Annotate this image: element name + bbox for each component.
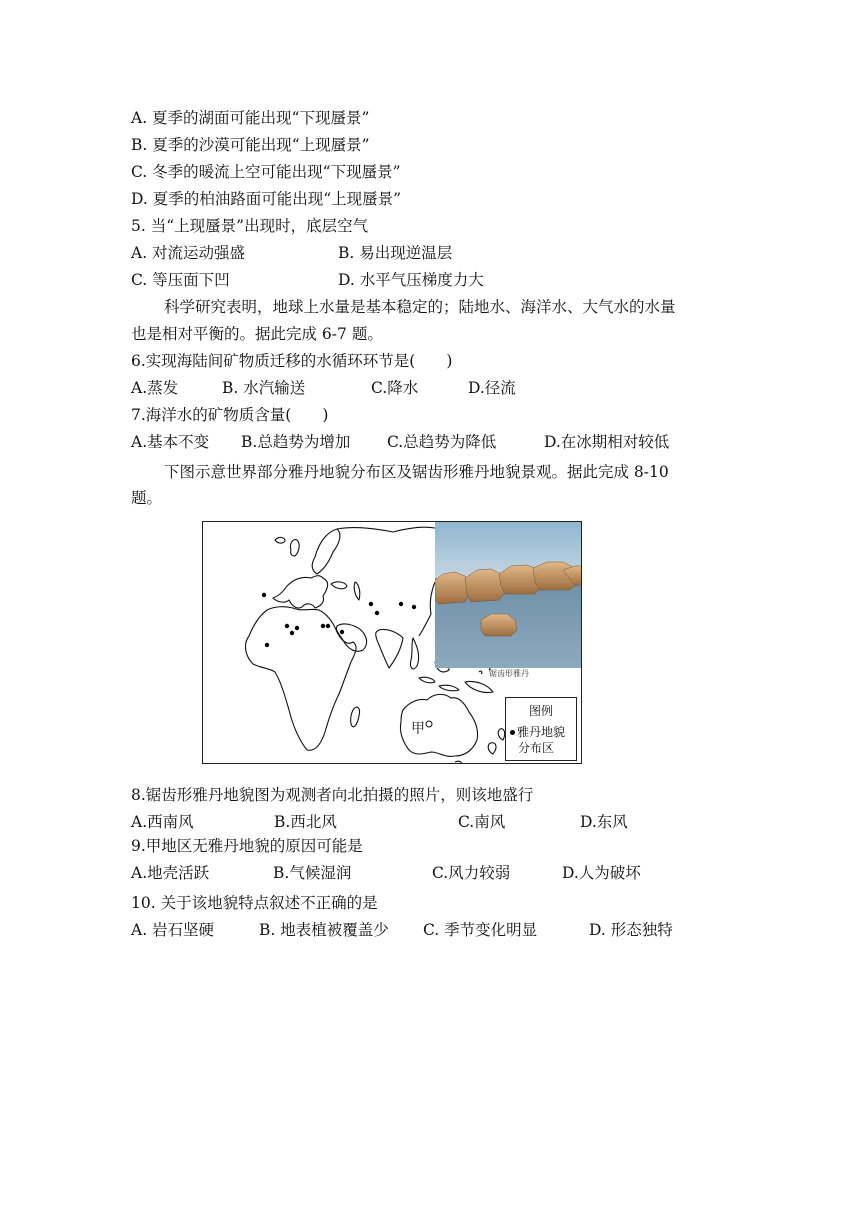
q9-option-a: A.地壳活跃 [131, 864, 210, 882]
q5-option-d: D. 水平气压梯度力大 [338, 271, 484, 289]
yardang-photo-illustration [435, 522, 582, 668]
passage1-line2: 也是相对平衡的。据此完成 6-7 题。 [131, 325, 383, 343]
map-se-asia [410, 638, 418, 669]
map-madagascar [351, 707, 360, 727]
q6-option-c: C.降水 [371, 379, 419, 397]
dot-central-asia-1 [369, 602, 373, 606]
legend-title: 图例 [528, 704, 553, 718]
yardang-photo [435, 522, 582, 668]
q7-stem: 7.海洋水的矿物质含量( ) [131, 406, 329, 424]
map-new-zealand-north [498, 729, 504, 740]
q8-option-b: B.西北风 [274, 813, 337, 831]
q10-option-c: C. 季节变化明显 [423, 921, 538, 939]
legend-item-line2: 分布区 [518, 741, 555, 755]
dot-central-asia-3 [399, 602, 403, 606]
q5-option-c: C. 等压面下凹 [131, 271, 230, 289]
photo-rock-6 [481, 614, 517, 636]
q10-option-d: D. 形态独特 [589, 921, 673, 939]
q7-option-c: C.总趋势为降低 [387, 433, 497, 451]
dot-egypt-1 [285, 624, 289, 628]
photo-rock-1 [435, 572, 469, 604]
dot-middle-east-2 [326, 624, 330, 628]
q8-option-d: D.东风 [580, 813, 628, 831]
map-north-eurasia-coast [337, 527, 435, 532]
passage1-line1: 科学研究表明，地球上水量是基本稳定的；陆地水、海洋水、大气水的水量 [164, 298, 676, 316]
q6-option-d: D.径流 [468, 379, 516, 397]
dot-central-asia-2 [375, 611, 379, 615]
jia-marker [426, 721, 432, 727]
map-scandinavia [312, 529, 340, 574]
yardang-figure [202, 521, 582, 764]
legend-item-line1: 雅丹地貌 [517, 725, 566, 739]
q9-stem: 9.甲地区无雅丹地貌的原因可能是 [131, 837, 363, 855]
dot-egypt-3 [295, 626, 299, 630]
q4-option-b: B. 夏季的沙漠可能出现“上现蜃景” [131, 136, 370, 154]
dot-china [412, 605, 416, 609]
q8-option-c: C.南风 [458, 813, 506, 831]
q7-option-d: D.在冰期相对较低 [544, 433, 670, 451]
dot-north-africa-1 [262, 593, 266, 597]
map-britain [290, 540, 299, 556]
q4-option-d: D. 夏季的柏油路面可能出现“上现蜃景” [131, 190, 402, 208]
map-arabia [336, 624, 366, 651]
dot-middle-east-1 [321, 624, 325, 628]
map-black-sea [331, 582, 347, 589]
passage2-line2: 题。 [131, 489, 163, 507]
dot-iran [340, 630, 344, 634]
map-legend [505, 697, 577, 761]
q10-option-b: B. 地表植被覆盖少 [259, 921, 389, 939]
map-east-asia-coast [419, 582, 435, 636]
q6-option-a: A.蒸发 [131, 379, 179, 397]
map-caspian [354, 582, 360, 600]
q5-option-a: A. 对流运动强盛 [131, 244, 246, 262]
map-new-guinea [465, 681, 493, 692]
legend-item-yardang [510, 724, 565, 756]
q9-option-c: C.风力较弱 [432, 864, 511, 882]
q10-stem: 10. 关于该地貌特点叙述不正确的是 [131, 894, 378, 912]
q6-option-b: B. 水汽输送 [222, 379, 306, 397]
q6-stem: 6.实现海陆间矿物质迁移的水循环环节是( ) [131, 352, 453, 370]
map-indonesia-2 [439, 685, 459, 691]
q10-option-a: A. 岩石坚硬 [131, 921, 215, 939]
q9-option-b: B.气候湿润 [273, 864, 352, 882]
map-iceland [275, 537, 285, 543]
dot-north-africa-2 [265, 643, 269, 647]
q8-option-a: A.西南风 [131, 813, 194, 831]
q5-stem: 5. 当“上现蜃景”出现时，底层空气 [131, 217, 369, 235]
map-africa [246, 607, 357, 751]
q4-option-a: A. 夏季的湖面可能出现“下现蜃景” [131, 109, 370, 127]
q8-stem: 8.锯齿形雅丹地貌图为观测者向北拍摄的照片，则该地盛行 [131, 786, 534, 804]
q5-option-b: B. 易出现逆温层 [338, 244, 453, 262]
q7-option-b: B.总趋势为增加 [241, 433, 351, 451]
map-new-zealand-south [488, 743, 496, 754]
location-label-jia: 甲 [411, 721, 425, 737]
map-europe [273, 576, 328, 608]
q4-option-c: C. 冬季的暖流上空可能出现“下现蜃景” [131, 163, 401, 181]
photo-caption: 锯齿形雅丹 [489, 669, 529, 678]
q9-option-d: D.人为破坏 [562, 864, 641, 882]
map-indonesia-1 [419, 677, 435, 683]
q7-option-a: A.基本不变 [131, 433, 210, 451]
dot-egypt-2 [290, 631, 294, 635]
map-india [376, 629, 403, 668]
passage2-line1: 下图示意世界部分雅丹地貌分布区及锯齿形雅丹地貌景观。据此完成 8-10 [164, 463, 669, 481]
yardang-dots [262, 593, 416, 647]
legend-dot-icon [510, 730, 515, 735]
map-tasmania [455, 761, 462, 764]
